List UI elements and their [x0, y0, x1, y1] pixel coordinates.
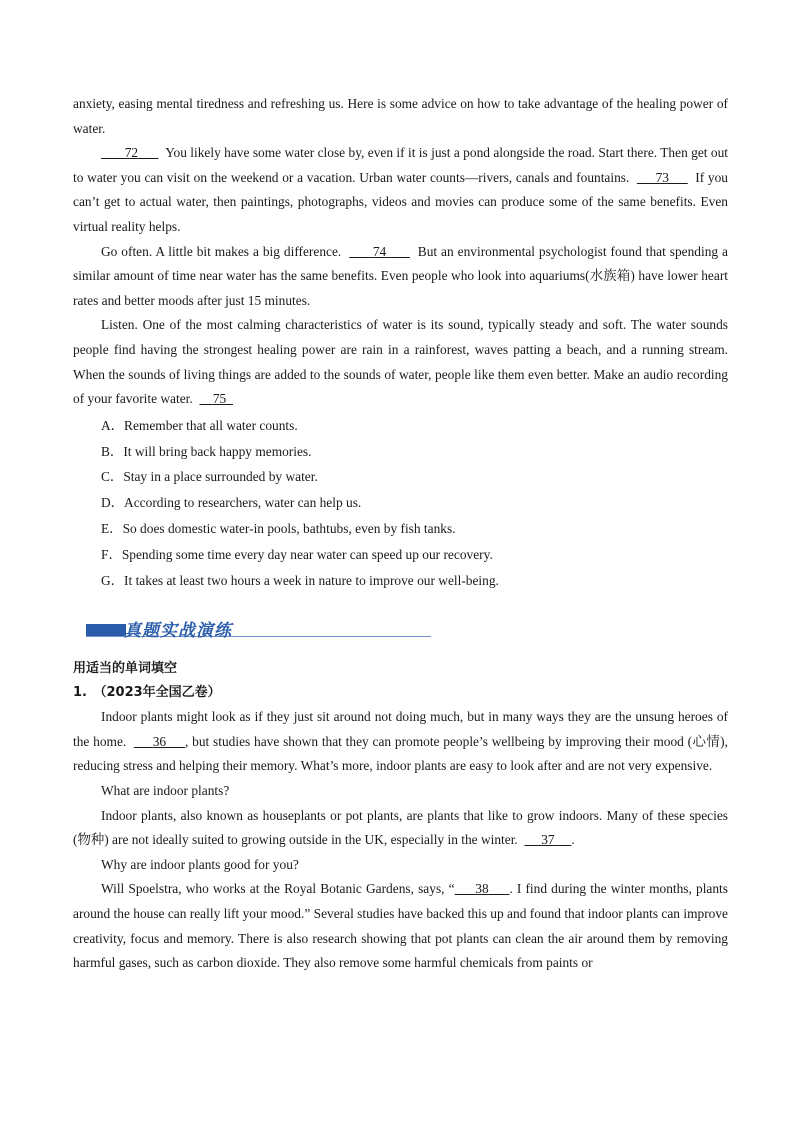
blank-74[interactable]: 74: [372, 243, 387, 259]
passage1-paragraph-3: Go often. A little bit makes a big difference. 74 But an environmental psychologist found that spending a similar amount of time near water has the same benefits. Even people who look into aquariums(水族箱) have lower heart rates and better moods after just 15 minutes.: [73, 243, 729, 308]
question1-paragraph-3: Indoor plants, also known as houseplants or pot plants, are plants that like to grow indoors. Many of these species (物种) are not ideally suited to growing outside in the UK, especially in the winter. 37 .: [73, 807, 728, 848]
banner-block-icon: [86, 624, 126, 636]
section-banner-title: 真题实战演练: [124, 621, 232, 642]
section-banner: [73, 615, 728, 645]
blank-73[interactable]: 73: [655, 169, 669, 185]
question1-paragraph-4: Why are indoor plants good for you?: [101, 856, 299, 872]
blank-75[interactable]: 75: [212, 391, 227, 407]
option-g[interactable]: G．It takes at least two hours a week in nature to improve our well-being.: [101, 572, 499, 588]
option-f[interactable]: F．Spending some time every day near water can speed up our recovery.: [101, 546, 493, 562]
option-b[interactable]: B．It will bring back happy memories.: [101, 443, 312, 459]
option-list: [73, 413, 728, 594]
passage1-paragraph-2: 72 You likely have some water close by, even if it is just a pond alongside the road. Start there. Then get out to water you can visit on the weekend or a vacation. Urban water counts—rivers, canals and fountains. 73 If you can’t get to actual water, then paintings, photographs, videos and movies can produce some of the same benefits. Even virtual reality helps.: [73, 145, 729, 234]
document-page: [73, 92, 728, 976]
blank-36[interactable]: 36: [152, 733, 167, 749]
question1-paragraph-2: What are indoor plants?: [101, 783, 230, 799]
blank-72[interactable]: 72: [124, 145, 139, 161]
passage1-paragraph-1: anxiety, easing mental tiredness and refreshing us. Here is some advice on how to take advantage of the healing power of water.: [73, 96, 728, 136]
option-d[interactable]: D．According to researchers, water can help us.: [101, 495, 362, 511]
question1-paragraph-5: Will Spoelstra, who works at the Royal Botanic Gardens, says, “ 38 . I find during the winter months, plants around the house can really lift your mood.” Several studies have backed this up and found that indoor plants can improve creativity, focus and memory. There is also research showing that pot plants can clean the air around them by removing harmful gases, such as carbon dioxide. They also remove some harmful chemicals from paints or: [73, 881, 728, 971]
task-heading: 用适当的单词填空: [73, 661, 178, 677]
passage1-paragraph-4: Listen. One of the most calming characteristics of water is its sound, typically steady and soft. The water sounds people find having the strongest healing power are rain in a rainforest, waves patting a beach, and a running stream. When the sounds of living things are added to the sounds of water, people like them even better. Make an audio recording of your favorite water. 75: [73, 317, 728, 407]
option-a[interactable]: A．Remember that all water counts.: [101, 417, 298, 433]
blank-38[interactable]: 38: [475, 881, 489, 897]
question1-paragraph-1: Indoor plants might look as if they just sit around not doing much, but in many ways they are the unsung heroes of the home. 36 , but studies have shown that they can promote people’s wellbeing by improving their mood (心情), reducing stress and helping their memory. What’s more, indoor plants are easy to look after and are not very expensive.: [73, 709, 728, 774]
blank-37[interactable]: 37: [541, 832, 555, 848]
option-e[interactable]: E．So does domestic water-in pools, bathtubs, even by fish tanks.: [101, 520, 456, 536]
option-c[interactable]: C．Stay in a place surrounded by water.: [101, 469, 318, 485]
question1-label: 1. （2023年全国乙卷）: [73, 685, 221, 701]
